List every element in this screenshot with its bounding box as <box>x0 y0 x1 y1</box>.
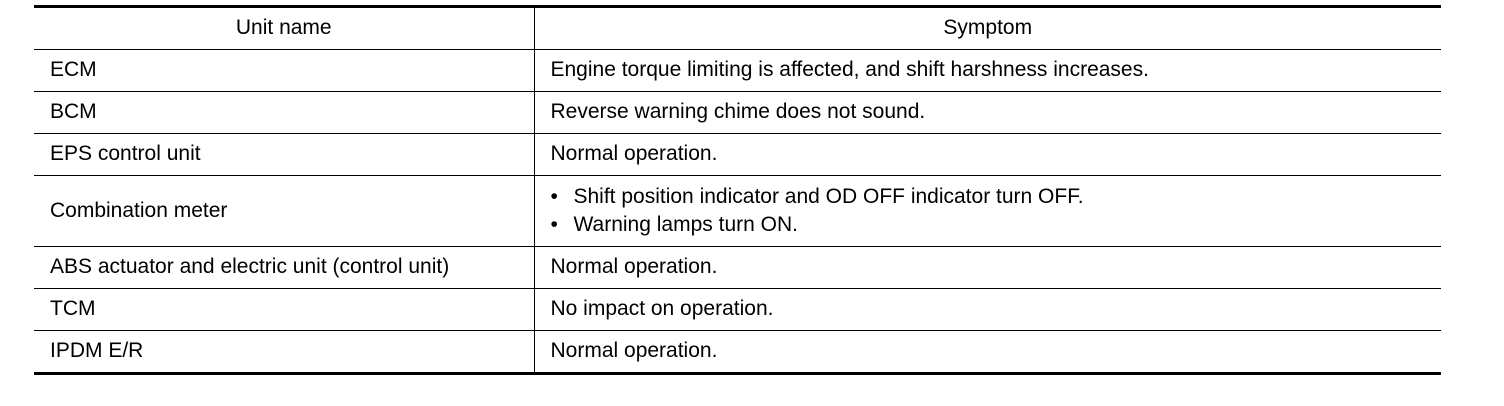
table-row <box>34 134 1441 176</box>
header-unit-name: Unit name <box>34 7 534 50</box>
unit-name-cell: IPDM E/R <box>34 331 534 374</box>
symptom-bullet-list <box>551 183 1442 239</box>
unit-name-cell: ABS actuator and electric unit (control unit) <box>34 247 534 289</box>
symptom-cell: No impact on operation. <box>534 289 1441 331</box>
symptom-bullet-text: Warning lamps turn ON. <box>573 213 798 236</box>
header-symptom: Symptom <box>534 7 1441 50</box>
table-row <box>34 50 1441 92</box>
unit-name-cell: Combination meter <box>34 176 534 247</box>
bullet-glyph: • <box>550 213 558 236</box>
table-row <box>34 247 1441 289</box>
symptom-cell: Engine torque limiting is affected, and shift harshness increases. <box>534 50 1441 92</box>
symptom-bullet-item <box>551 211 1442 239</box>
symptom-cell <box>534 176 1441 247</box>
symptom-table <box>34 5 1441 375</box>
unit-name-cell: ECM <box>34 50 534 92</box>
unit-name-cell: TCM <box>34 289 534 331</box>
table-row <box>34 176 1441 247</box>
symptom-cell: Normal operation. <box>534 247 1441 289</box>
table-row <box>34 289 1441 331</box>
symptom-bullet-item <box>551 183 1442 211</box>
unit-name-cell: EPS control unit <box>34 134 534 176</box>
table-row <box>34 331 1441 374</box>
symptom-bullet-text: Shift position indicator and OD OFF indicator turn OFF. <box>573 185 1084 208</box>
unit-name-cell: BCM <box>34 92 534 134</box>
symptom-cell: Reverse warning chime does not sound. <box>534 92 1441 134</box>
bullet-glyph: • <box>550 185 558 208</box>
table-row <box>34 92 1441 134</box>
symptom-cell: Normal operation. <box>534 134 1441 176</box>
symptom-cell: Normal operation. <box>534 331 1441 374</box>
table-header-row <box>34 7 1441 50</box>
